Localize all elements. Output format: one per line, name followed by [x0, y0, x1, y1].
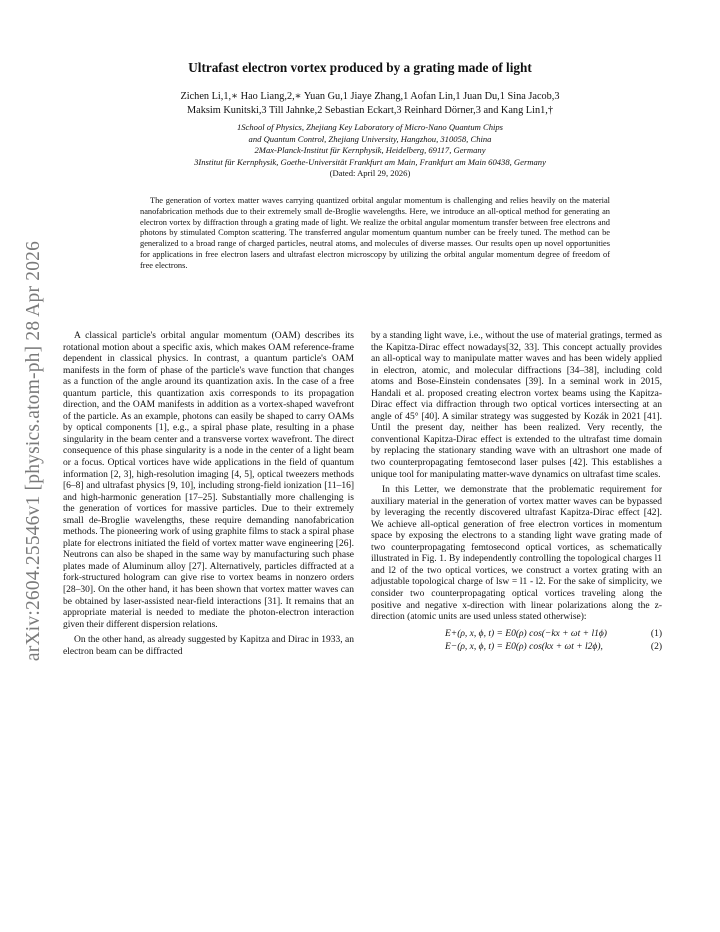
- equation-2-number: (2): [650, 641, 662, 652]
- left-column: [63, 331, 354, 662]
- authors-line-1: Zichen Li,1,∗ Hao Liang,2,∗ Yuan Gu,1 Jiaye Zhang,1 Aofan Lin,1 Juan Du,1 Sina Jacob,3: [180, 91, 560, 102]
- affiliation-1a: 1School of Physics, Zhejiang Key Laboratory of Micro-Nano Quantum Chips: [236, 122, 504, 132]
- arxiv-sidebar: [16, 236, 52, 666]
- affiliations: [60, 122, 680, 180]
- abstract: The generation of vortex matter waves carrying quantized orbital angular momentum is challenging and relies heavily on the material nanofabrication methods due to their extremely small de-Broglie wavelengths. Here, we introduce an all-optical method for generating an electron vortex by diffraction through a grating made of light. We realize the orbital angular momentum transfer between free electrons and photons by stimulated Compton scattering. The transferred angular momentum quantum number can be freely tuned. The method can be generalized to a broad range of charged particles, neutral atoms, and molecules of diverse masses. Our results open up novel opportunities for applications in free electron lasers and ultrafast electron microscopy by utilizing the orbital angular momentum degree of freedom of free electrons.: [140, 196, 610, 270]
- dated-line: (Dated: April 29, 2026): [329, 168, 411, 179]
- paragraph-continued: by a standing light wave, i.e., without the use of material gratings, termed as the Kapitza-Dirac effect nowadays[32, 33]. This concept actually provides an all-optical way to manipulate matter waves and has been widely applied in electron, atomic, and molecular diffractions [34–38], including cold atoms and Bose-Einstein condensates [39]. In a seminal work in 2015, Handali et al. proposed creating electron vortex beams using the Kapitza-Dirac effect via diffraction through two optical vortices intersecting at an angle of 45° [40]. A similar strategy was suggested by Kozák in 2021 [41]. Until the present day, neither has been realized. Very recently, the conventional Kapitza-Dirac effect is extended to the ultrafast time domain by replacing the stationary standing wave with an ultrashort one made of two counterpropagating femtosecond laser pulses [42]. This establishes a unique tool for manipulating matter-wave dynamics on ultrafast time scales.: [371, 331, 662, 480]
- affiliation-2: 2Max-Planck-Institut für Kernphysik, Heidelberg, 69117, Germany: [254, 145, 486, 156]
- equation-2-body: E−(ρ, x, ϕ, t) = E0(ρ) cos(kx + ωt + l2ϕ),: [445, 641, 603, 652]
- author-list: [90, 90, 650, 118]
- paragraph-this-letter: In this Letter, we demonstrate that the problematic requirement for auxiliary material in the generation of vortex matter waves can be bypassed by leveraging the recently discovered ultrafast Kapitza-Dirac effect [42]. We achieve all-optical generation of free electron vortices in momentum space by exposing the electrons to a standing light wave grating made of two counterpropagating femtosecond optical vortices, as schematically illustrated in Fig. 1. By independently controlling the topological charges l1 and l2 of the two optical vortices, we construct a vortex grating with an adjustable topological charge of lsw = l1 - l2. For the sake of simplicity, we consider two counterpropagating optical vortices traveling along the positive and negative x-direction with linear polarizations along the z-direction (atomic units are used unless stated otherwise):: [371, 485, 662, 623]
- arxiv-identifier: arXiv:2604.25546v1 [physics.atom-ph] 28 Apr 2026: [23, 240, 45, 662]
- paragraph-intro: A classical particle's orbital angular momentum (OAM) describes its rotational motion about a specific axis, which makes OAM reference-frame dependent in classical physics. In contrast, a quantum particle's OAM manifests in the form of phase of the particle's wave function that changes as a function of the angle around its quantization axis. In the case of a free quantum particle, this quantization axis corresponds to its propagation direction, and the OAM manifests in addition as a vortex-shaped wavefront of the particle. As an example, photons can easily be shaped to carry OAMs by optical components [1], e.g., a spiral phase plate, resulting in a phase singularity in the beam center and a transverse vortex wavefront. The direct consequence of this phase singularity is a node in the center of a light beam or a focus. Optical vortices have wide applications in the field of quantum information [2, 3], high-resolution imaging [4, 5], optical tweezers methods [6–8] and ultrafast physics [9, 10], including strong-field ionization [11–16] and high-harmonic generation [17–25]. Substantially more challenging is the generation of vortices for massive particles. Due to their extremely small de-Broglie wavelengths, these require demanding nanofabrication methods. The pioneering work of using graphite films to stack a spiral phase plate for electrons initiated the field of vortex matter wave engineering [26]. Neutrons can also be shaped in the same way by manufacturing such phase plates made of Aluminum alloy [27]. Alternatively, particles diffracted at a fork-structured hologram can give rise to vortex beams in nonzero orders [28–30]. On the other hand, it has been shown that vortex matter waves can be obtained by laser-assisted near-field interactions [31]. It remains that an appropriate material is needed to mediate the photon-electron interaction given their different dispersion relations.: [63, 331, 354, 630]
- right-column: [371, 331, 662, 654]
- authors-line-2: Maksim Kunitski,3 Till Jahnke,2 Sebastian Eckart,3 Reinhard Dörner,3 and Kang Lin1,†: [187, 105, 553, 116]
- equation-1-body: E+(ρ, x, ϕ, t) = E0(ρ) cos(−kx + ωt + l1ϕ): [445, 628, 607, 639]
- affiliation-3: 3Institut für Kernphysik, Goethe-Universität Frankfurt am Main, Frankfurt am Main 60438, Germany: [194, 156, 546, 167]
- equation-1-number: (1): [650, 628, 662, 639]
- equation-1: [371, 628, 662, 641]
- affiliation-1b: and Quantum Control, Zhejiang University, Hangzhou, 310058, China: [248, 133, 492, 144]
- equation-2: [371, 641, 662, 654]
- paper-title: Ultrafast electron vortex produced by a grating made of light: [188, 60, 532, 75]
- paragraph-kapitza-dirac: On the other hand, as already suggested by Kapitza and Dirac in 1933, an electron beam can be diffracted: [63, 635, 354, 657]
